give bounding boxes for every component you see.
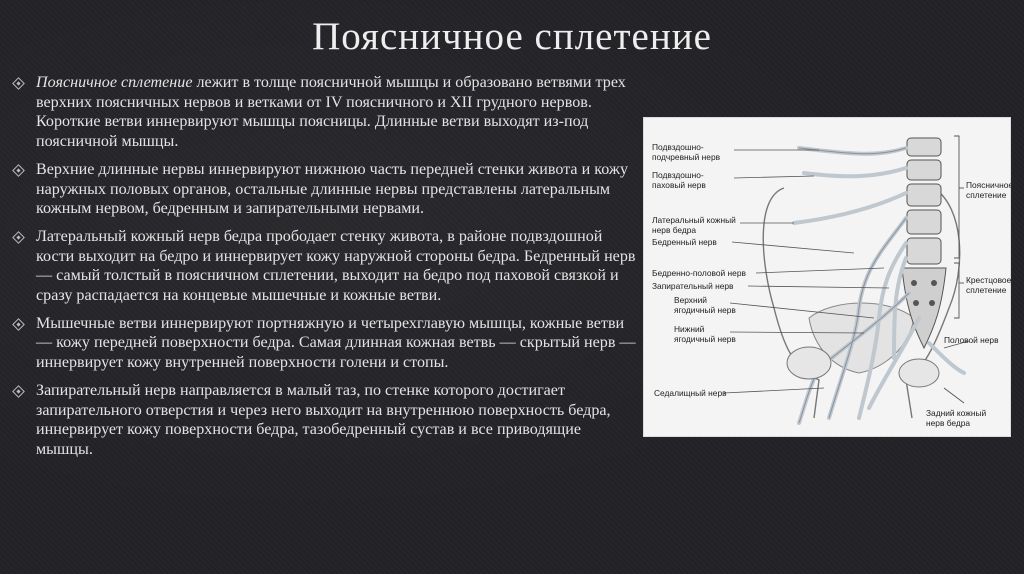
bullet-text: Мышечные ветви иннервируют портняжную и четырехглавую мышцы, кожные ветви — кожу передней поверхности бедра. Самая длинная кожная ветвь — скрытый нерв — иннервирует кожу внутренней поверхности голени и стопы. bbox=[36, 314, 636, 372]
diamond-bullet-icon bbox=[12, 231, 25, 244]
label-lumbar-plexus: Поясничное сплетение bbox=[966, 180, 1014, 200]
label-obturator-nerve: Запирательный нерв bbox=[652, 281, 734, 291]
label-pudendal-nerve: Половой нерв bbox=[944, 335, 999, 345]
bullet-item bbox=[12, 227, 637, 306]
bullet-item bbox=[12, 160, 637, 219]
diamond-bullet-icon bbox=[12, 318, 25, 331]
bullet-text: Латеральный кожный нерв бедра прободает стенку живота, в районе подвздошной кости выходит на бедро и иннервирует кожу наружной стороны бедра. Бедренный нерв — самый толстый в поясничном сплетении, выходит на бедро под паховой связкой и сразу распадается на концевые мышечные и кожные ветви. bbox=[36, 227, 636, 305]
label-posterior-cutaneous-nerve: Задний кожный нерв бедра bbox=[926, 408, 987, 428]
bullet-item bbox=[12, 314, 637, 373]
label-inferior-gluteal-nerve: Нижний ягодичный нерв bbox=[674, 324, 736, 344]
diamond-bullet-icon bbox=[12, 385, 25, 398]
label-femoral-nerve: Бедренный нерв bbox=[652, 237, 717, 247]
diamond-bullet-icon bbox=[12, 164, 25, 177]
label-sacral-plexus: Крестцовое сплетение bbox=[966, 275, 1012, 295]
label-ilioinguinal-nerve: Подвздошно- паховый нерв bbox=[652, 170, 706, 190]
bullet-list bbox=[12, 73, 637, 468]
bullet-item bbox=[12, 381, 637, 460]
bullet-text: Верхние длинные нервы иннервируют нижнюю часть передней стенки живота и кожу наружных половых органов, остальные длинные нервы представлены латеральным кожным нервом, бедренным и запирательными нервами. bbox=[36, 160, 629, 218]
label-superior-gluteal-nerve: Верхний ягодичный нерв bbox=[674, 295, 736, 315]
slide-title: Поясничное сплетение bbox=[312, 15, 712, 58]
bullet-italic-lead: Поясничное сплетение bbox=[36, 74, 193, 91]
bullet-item bbox=[12, 73, 637, 152]
label-sciatic-nerve: Седалищный нерв bbox=[654, 388, 727, 398]
label-genitofemoral-nerve: Бедренно-половой нерв bbox=[652, 268, 746, 278]
lumbar-plexus-diagram bbox=[643, 117, 1014, 437]
diamond-bullet-icon bbox=[12, 77, 25, 90]
label-iliohypogastric-nerve: Подвздошно- подчревный нерв bbox=[652, 142, 721, 162]
bullet-text: лежит в толще поясничной мышцы и образовано ветвями трех верхних поясничных нервов и ветками от IV поясничного и XII грудного нервов. Короткие ветви иннервируют мышцы поясницы. Длинные ветви выходят из-под поясничной мышцы. bbox=[36, 74, 626, 151]
label-lateral-cutaneous-nerve: Латеральный кожный нерв бедра bbox=[652, 215, 736, 235]
bullet-text: Запирательный нерв направляется в малый таз, по стенке которого достигает запирательного отверстия и через него выходит на внутреннюю поверхность бедра, иннервирует кожу поверхности бедра, тазобедренный сустав и все приводящие мышцы. bbox=[36, 381, 611, 458]
